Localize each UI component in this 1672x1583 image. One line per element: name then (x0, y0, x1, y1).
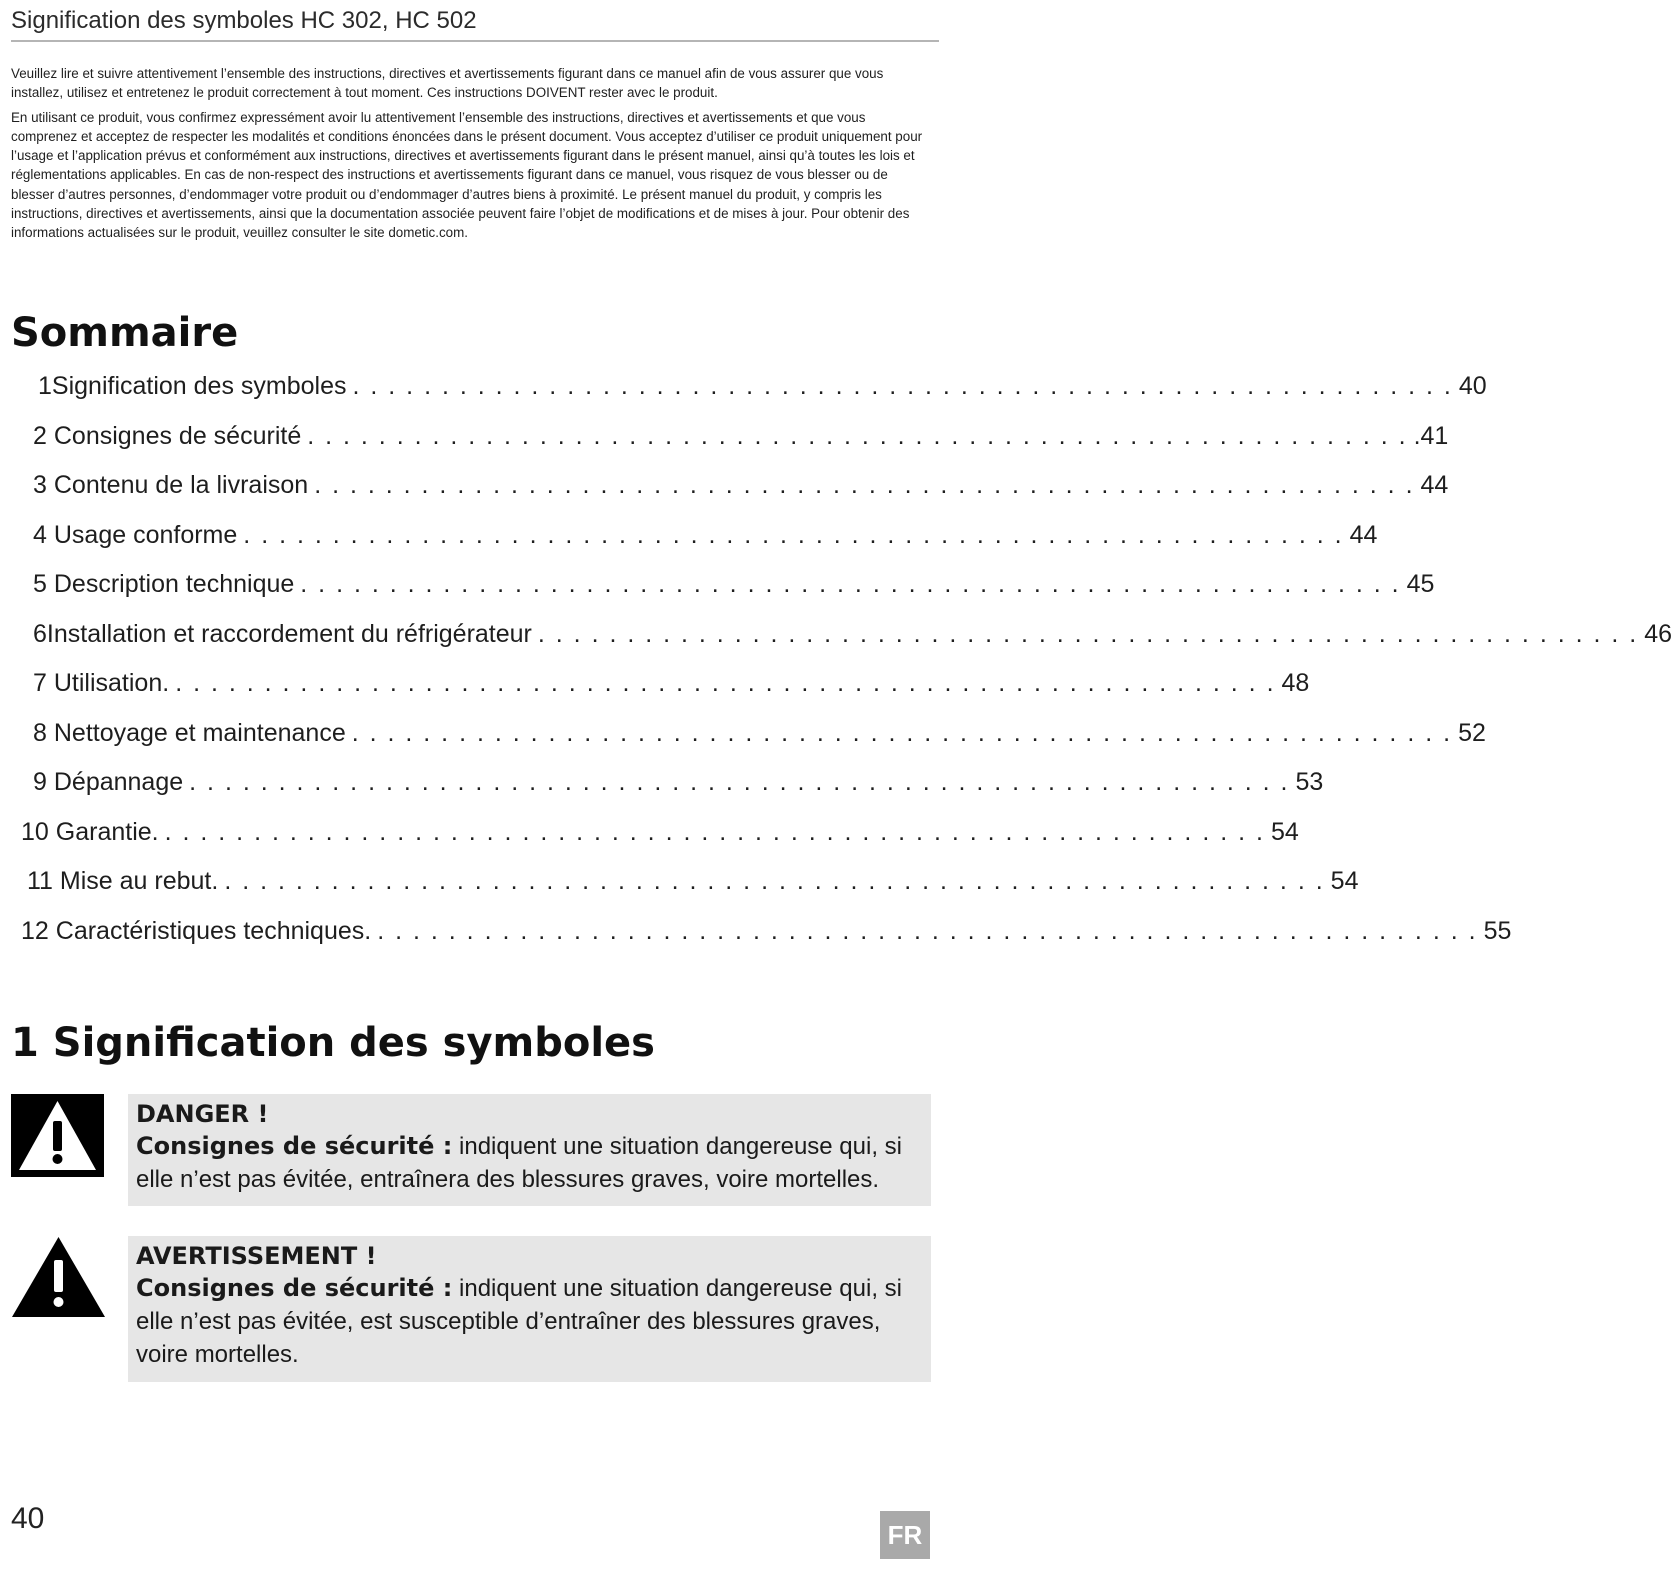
warning-label: AVERTISSEMENT ! (136, 1242, 377, 1270)
toc-entry-label: Garantie. (55, 818, 159, 846)
toc-entry-page: 54 (1330, 867, 1359, 895)
toc-entry-number: 7 (33, 669, 47, 697)
toc-entry-label: Contenu de la livraison (53, 471, 309, 499)
toc-entry[interactable] (33, 471, 1449, 511)
toc-entry-number: 1 (38, 372, 52, 400)
intro-paragraph-1: Veuillez lire et suivre attentivement l’ensemble des instructions, directives et avertissements figurant dans ce manuel afin de vous assurer que vous installez, utilisez et entretenez le produit correctement à tout moment. Ces instructions DOIVENT rester avec le produit. (11, 66, 884, 101)
toc-leader-dots: . . . . . . . . . . . . . . . . . . . . . . . . . . . . . . . . . . . . . . . . . . . . . . . . . . . . . . . . . . . . . . (189, 768, 1290, 796)
warning-lead: Consignes de sécurité : (136, 1274, 453, 1302)
toc-entry-page: 54 (1270, 818, 1299, 846)
toc-entry[interactable] (21, 917, 1512, 957)
toc-leader-dots: . . . . . . . . . . . . . . . . . . . . . . . . . . . . . . . . . . . . . . . . . . . . . . . . . . . . . . . . . . . . . . (351, 719, 1453, 747)
toc-entry-number: 6 (33, 620, 47, 648)
intro-paragraph-2: En utilisant ce produit, vous confirmez expressément avoir lu attentivement l’ensemble des instructions, directives et avertissements et que vous comprenez et acceptez de respecter les modalités et conditions énoncées dans le présent document. Vous acceptez d’utiliser ce produit uniquement pour l’usage et l’application prévus et conformément aux instructions, directives et avertissements figurant dans le présent manuel, ainsi qu’à toutes les lois et réglementations applicables. En cas de non-respect des instructions et avertissements figurant dans ce manuel, vous risquez de vous blesser ou de blesser d’autres personnes, d’endommager votre produit ou d’endommager d’autres biens à proximité. Le présent manuel du produit, y compris les instructions, directives et avertissements, ainsi que la documentation associée peuvent faire l’objet de modifications et de mises à jour. Pour obtenir des informations actualisées sur le produit, veuillez consulter le site dometic.com. (11, 109, 923, 241)
toc-leader-dots: . . . . . . . . . . . . . . . . . . . . . . . . . . . . . . . . . . . . . . . . . . . . . . . . . . . . . . . . . . . . . . (224, 867, 1325, 895)
warning-description: indiquent une situation dangereuse qui, si elle n’est pas évitée, est susceptible d’entraîner des blessures graves, voire mortelles. (136, 1275, 903, 1368)
danger-label: DANGER ! (136, 1100, 269, 1128)
toc-entry[interactable] (33, 521, 1378, 561)
toc-entry[interactable] (33, 570, 1435, 610)
language-badge: FR (880, 1511, 930, 1559)
running-header: Signification des symboles HC 302, HC 502 (11, 6, 939, 42)
toc-entry[interactable] (21, 818, 1299, 858)
toc-entry-page: 44 (1420, 471, 1449, 499)
toc-leader-dots: . . . . . . . . . . . . . . . . . . . . . . . . . . . . . . . . . . . . . . . . . . . . . . . . . . . . . . . . . . . . . . (307, 422, 1408, 450)
toc-entry[interactable] (33, 620, 1672, 660)
warning-notice-box (128, 1236, 931, 1382)
toc-leader-dots: . . . . . . . . . . . . . . . . . . . . . . . . . . . . . . . . . . . . . . . . . . . . . . . . . . . . . . . . . . . . . . (300, 570, 1401, 598)
toc-leader-dots: . . . . . . . . . . . . . . . . . . . . . . . . . . . . . . . . . . . . . . . . . . . . . . . . . . . . . . . . . . . . . . (377, 917, 1478, 945)
toc-entry-number: 11 (27, 867, 53, 895)
danger-text (136, 1130, 923, 1196)
toc-entry-page: .41 (1413, 422, 1449, 450)
toc-entry[interactable] (33, 422, 1449, 462)
toc-entry-page: 40 (1458, 372, 1487, 400)
toc-entry-page: 46 (1644, 620, 1672, 648)
toc-entry-label: Mise au rebut. (59, 867, 219, 895)
toc-entry[interactable] (33, 719, 1486, 759)
toc-entry-label: Usage conforme (53, 521, 238, 549)
toc-entry[interactable] (38, 372, 1487, 412)
toc-entry-number: 9 (33, 768, 47, 796)
toc-entry-page: 53 (1295, 768, 1324, 796)
toc-entry-number: 12 (21, 917, 49, 945)
toc-entry-number: 10 (21, 818, 49, 846)
toc-entry-page: 44 (1349, 521, 1378, 549)
toc-entry-label: Utilisation. (53, 669, 170, 697)
intro-text (11, 64, 931, 248)
toc-entry-number: 2 (33, 422, 47, 450)
toc-entry-label: Description technique (53, 570, 295, 598)
toc-entry-number: 8 (33, 719, 47, 747)
toc-leader-dots: . . . . . . . . . . . . . . . . . . . . . . . . . . . . . . . . . . . . . . . . . . . . . . . . . . . . . . . . . . . . . . (175, 669, 1276, 697)
toc-entry[interactable] (33, 669, 1310, 709)
toc-entry-page: 55 (1483, 917, 1512, 945)
toc-entry-number: 4 (33, 521, 47, 549)
toc-entry-label: Nettoyage et maintenance (53, 719, 346, 747)
danger-description: indiquent une situation dangereuse qui, si elle n’est pas évitée, entraînera des blessures graves, voire mortelles. (136, 1133, 903, 1193)
danger-notice-box (128, 1094, 931, 1206)
toc-entry-label: Dépannage (53, 768, 184, 796)
section-title: 1 Signification des symboles (11, 1020, 655, 1066)
toc-entry-number: 5 (33, 570, 47, 598)
toc-leader-dots: . . . . . . . . . . . . . . . . . . . . . . . . . . . . . . . . . . . . . . . . . . . . . . . . . . . . . . . . . . . . . . (352, 372, 1453, 400)
toc-entry-number: 3 (33, 471, 47, 499)
toc-entry-label: Caractéristiques techniques. (55, 917, 372, 945)
toc-entry-page: 45 (1406, 570, 1435, 598)
toc-leader-dots: . . . . . . . . . . . . . . . . . . . . . . . . . . . . . . . . . . . . . . . . . . . . . . . . . . . . . . . . . . . . . . (243, 521, 1344, 549)
toc-leader-dots: . . . . . . . . . . . . . . . . . . . . . . . . . . . . . . . . . . . . . . . . . . . . . . . . . . . . . . . . . . . . . . (164, 818, 1265, 846)
toc-entry[interactable] (33, 768, 1324, 808)
warning-text (136, 1272, 923, 1371)
toc-entry-page: 48 (1281, 669, 1310, 697)
warning-triangle-icon (11, 1236, 106, 1318)
toc-title: Sommaire (11, 310, 239, 356)
danger-lead: Consignes de sécurité : (136, 1132, 453, 1160)
toc-leader-dots: . . . . . . . . . . . . . . . . . . . . . . . . . . . . . . . . . . . . . . . . . . . . . . . . . . . . . . . . . . . . . . (314, 471, 1415, 499)
toc-entry-page: 52 (1458, 719, 1486, 747)
page-number: 40 (11, 1502, 45, 1535)
toc-entry-label: Signification des symboles (51, 372, 347, 400)
toc-leader-dots: . . . . . . . . . . . . . . . . . . . . . . . . . . . . . . . . . . . . . . . . . . . . . . . . . . . . . . . . . . . . . . (537, 620, 1639, 648)
toc-entry-label: Consignes de sécurité (53, 422, 302, 450)
danger-warning-triangle-icon (11, 1094, 104, 1177)
toc-entry[interactable] (27, 867, 1359, 907)
toc-entry-label: Installation et raccordement du réfrigérateur (46, 620, 532, 648)
